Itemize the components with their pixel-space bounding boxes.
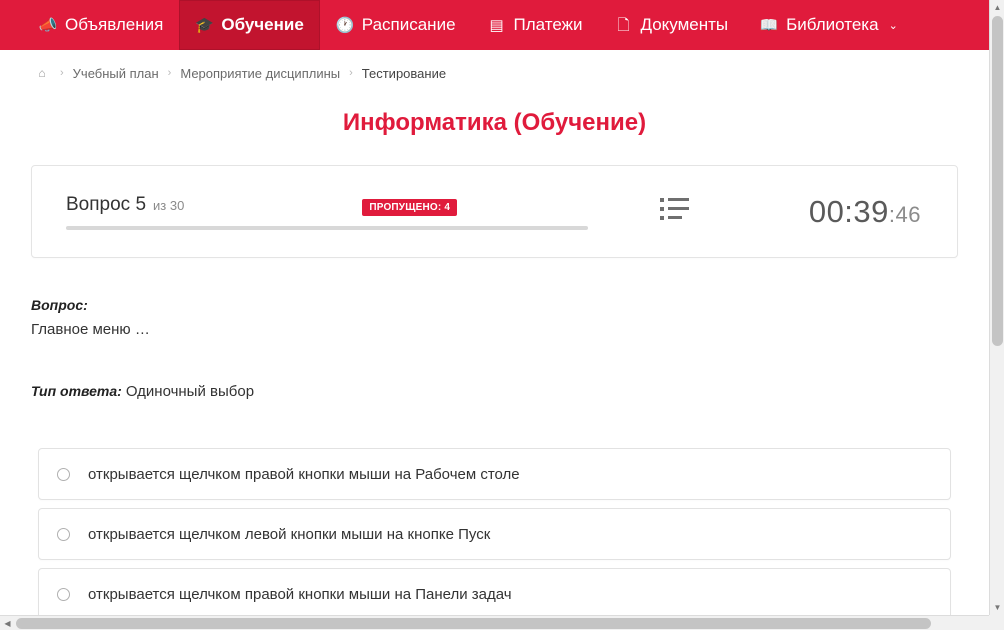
credit-card-icon: ▤ bbox=[489, 16, 504, 34]
option-label: открывается щелчком правой кнопки мыши на Рабочем столе bbox=[88, 465, 520, 483]
question-text: Главное меню … bbox=[31, 321, 150, 338]
question-total: из 30 bbox=[153, 197, 185, 213]
chevron-down-icon: ⌄ bbox=[888, 19, 898, 32]
radio-button-icon[interactable] bbox=[57, 468, 70, 481]
breadcrumb bbox=[0, 50, 989, 92]
answer-options-list bbox=[38, 448, 951, 615]
nav-label-payments: Платежи bbox=[513, 15, 583, 34]
horizontal-scrollbar[interactable] bbox=[0, 615, 1004, 630]
question-progress-block bbox=[32, 194, 592, 230]
nav-item-announcements[interactable] bbox=[23, 0, 179, 50]
nav-item-learning[interactable] bbox=[179, 0, 319, 50]
megaphone-icon: 📣 bbox=[38, 16, 58, 34]
scroll-up-arrow-icon[interactable]: ▲ bbox=[990, 0, 1004, 15]
progress-bar bbox=[66, 226, 588, 230]
answer-type-value: Одиночный выбор bbox=[125, 383, 255, 400]
scroll-down-arrow-icon[interactable]: ▼ bbox=[990, 600, 1004, 615]
breadcrumb-item-discipline-event[interactable]: Мероприятие дисциплины bbox=[180, 65, 341, 81]
clock-icon: 🕐 bbox=[335, 16, 355, 34]
countdown-timer bbox=[809, 194, 957, 230]
breadcrumb-separator: › bbox=[349, 67, 353, 79]
breadcrumb-item-curriculum[interactable]: Учебный план bbox=[72, 65, 159, 81]
option-label: открывается щелчком левой кнопки мыши на кнопке Пуск bbox=[88, 525, 491, 543]
radio-button-icon[interactable] bbox=[57, 588, 70, 601]
graduation-cap-icon: 🎓 bbox=[195, 16, 214, 34]
document-icon: 🗋 bbox=[617, 16, 630, 34]
scroll-left-arrow-icon[interactable]: ◀ bbox=[4, 619, 11, 628]
nav-item-payments[interactable] bbox=[472, 0, 599, 50]
nav-label-documents: Документы bbox=[640, 15, 729, 34]
nav-label-library: Библиотека bbox=[786, 15, 879, 34]
breadcrumb-separator: › bbox=[60, 67, 64, 79]
option-label: открывается щелчком правой кнопки мыши на Панели задач bbox=[88, 585, 512, 603]
nav-label-learning: Обучение bbox=[221, 15, 304, 34]
scrollbar-corner bbox=[989, 615, 1004, 630]
question-counter-line bbox=[66, 194, 592, 216]
timer-main: 00:39 bbox=[808, 193, 889, 229]
nav-item-library[interactable] bbox=[744, 0, 914, 50]
breadcrumb-separator: › bbox=[167, 67, 172, 79]
nav-item-schedule[interactable] bbox=[320, 0, 472, 50]
status-badge: ПРОПУЩЕНО: 4 bbox=[362, 199, 457, 216]
vertical-scrollbar[interactable] bbox=[989, 0, 1004, 615]
test-header-card bbox=[31, 165, 958, 258]
radio-button-icon[interactable] bbox=[57, 528, 70, 541]
home-icon[interactable]: ⌂ bbox=[38, 66, 46, 80]
vertical-scrollbar-thumb[interactable] bbox=[992, 16, 1003, 346]
horizontal-scrollbar-thumb[interactable] bbox=[16, 618, 931, 629]
timer-seconds: :46 bbox=[888, 201, 921, 227]
book-icon: 📖 bbox=[759, 16, 779, 34]
list-view-icon[interactable] bbox=[660, 196, 690, 227]
question-number: Вопрос 5 bbox=[66, 193, 147, 215]
answer-type-label: Тип ответа: bbox=[31, 383, 122, 399]
nav-label-schedule: Расписание bbox=[361, 15, 456, 34]
answer-type-row bbox=[31, 383, 958, 400]
question-body bbox=[0, 258, 989, 400]
page-title: Информатика (Обучение) bbox=[342, 109, 647, 136]
nav-item-documents[interactable] bbox=[598, 0, 744, 50]
question-label: Вопрос: bbox=[31, 297, 88, 313]
main-navbar bbox=[0, 0, 989, 50]
nav-label-announcements: Объявления bbox=[65, 15, 164, 34]
option-row[interactable] bbox=[38, 448, 951, 500]
breadcrumb-item-testing: Тестирование bbox=[361, 65, 447, 81]
option-row[interactable] bbox=[38, 568, 951, 615]
option-row[interactable] bbox=[38, 508, 951, 560]
